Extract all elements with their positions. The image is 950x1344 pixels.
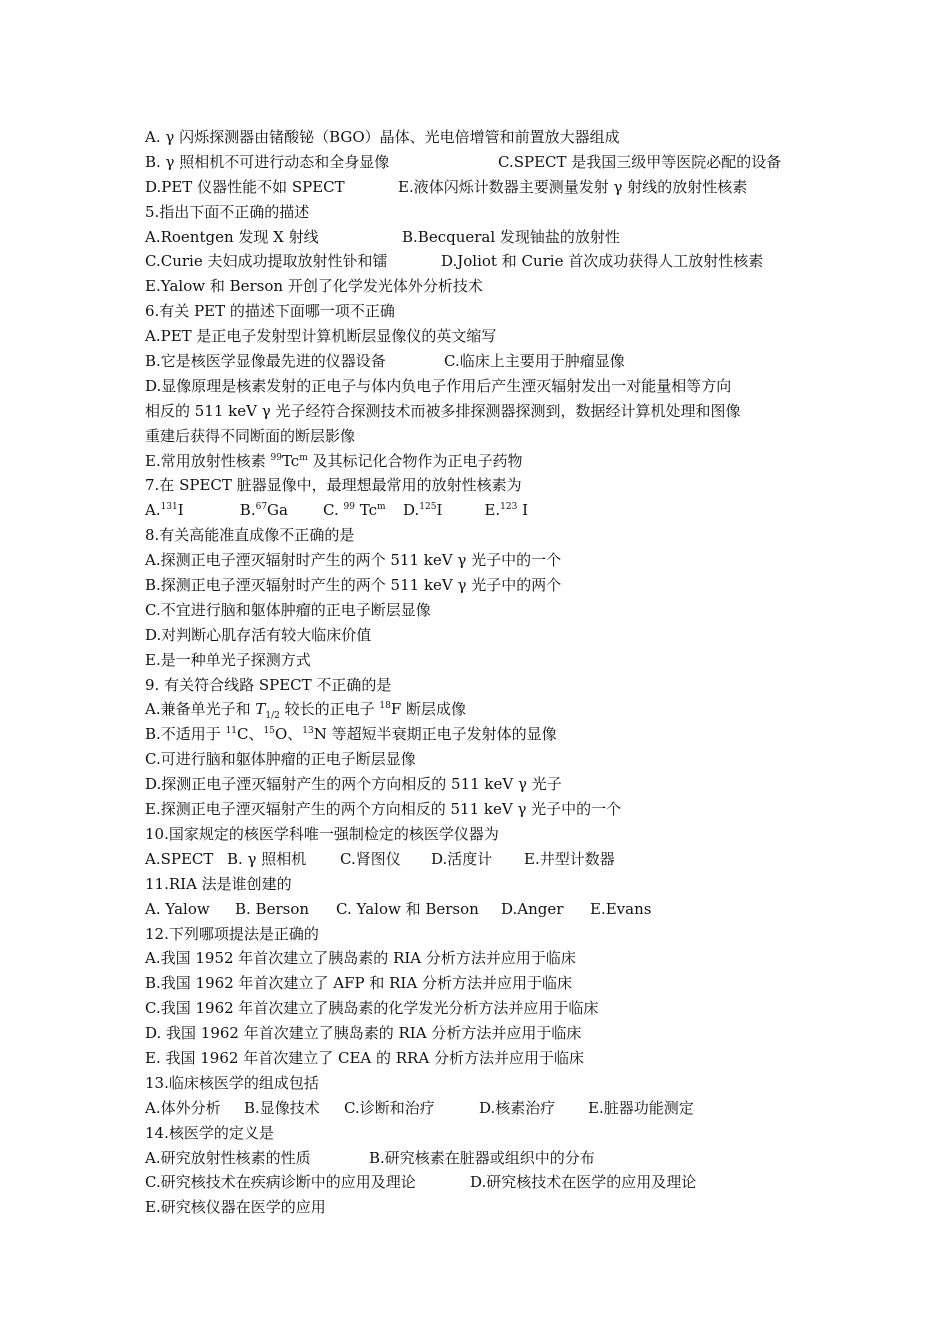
text-segment: A.PET 是正电子发射型计算机断层显像仪的英文缩写 bbox=[145, 327, 497, 346]
text-line bbox=[145, 473, 825, 498]
text-line: A.$^{131}$I B.$^{67}$Ga C. $^{99}$ Tc$^m$ D.$^{125}$I E.$^{123}$ I bbox=[145, 498, 825, 523]
text-segment: A.我国 1952 年首次建立了胰岛素的 RIA 分析方法并应用于临床 bbox=[145, 949, 576, 968]
text-segment: 8.有关高能准直成像不正确的是 bbox=[145, 526, 355, 545]
text-line bbox=[145, 175, 825, 200]
text-segment: I bbox=[177, 501, 184, 520]
text-line bbox=[145, 797, 825, 822]
text-segment: B.我国 1962 年首次建立了 AFP 和 RIA 分析方法并应用于临床 bbox=[145, 974, 572, 993]
text-segment: 11.RIA 法是谁创建的 bbox=[145, 874, 292, 893]
text-line bbox=[145, 225, 825, 250]
text-segment: B.Becqueral 发现铀盐的放射性 bbox=[402, 227, 620, 246]
text-segment: 5.指出下面不正确的描述 bbox=[145, 202, 310, 221]
text-line bbox=[145, 200, 825, 225]
italic-symbol: T bbox=[255, 700, 266, 719]
text-line bbox=[145, 747, 825, 772]
text-segment: O、 bbox=[274, 725, 303, 744]
text-segment: I bbox=[436, 501, 443, 520]
text-segment: A.体外分析 bbox=[145, 1098, 221, 1117]
text-line bbox=[145, 946, 825, 971]
text-line bbox=[145, 349, 825, 374]
text-line bbox=[145, 897, 825, 922]
text-segment: A.Roentgen 发现 X 射线 bbox=[145, 227, 319, 246]
text-segment: D.活度计 bbox=[431, 849, 493, 868]
text-segment: D. bbox=[403, 501, 420, 520]
text-line bbox=[145, 996, 825, 1021]
text-line bbox=[145, 449, 825, 474]
text-line bbox=[145, 772, 825, 797]
text-segment: N 等超短半衰期正电子发射体的显像 bbox=[313, 725, 557, 744]
text-line bbox=[145, 1071, 825, 1096]
text-segment: 重建后获得不同断面的断层影像 bbox=[145, 426, 356, 445]
text-line bbox=[145, 399, 825, 424]
text-segment: E. 我国 1962 年首次建立了 CEA 的 RRA 分析方法并应用于临床 bbox=[145, 1048, 584, 1067]
text-segment: E.常用放射性核素 bbox=[145, 451, 271, 470]
text-line bbox=[145, 1046, 825, 1071]
text-line bbox=[145, 1096, 825, 1121]
superscript: 125 bbox=[419, 502, 437, 513]
text-line bbox=[145, 598, 825, 623]
text-segment: E.探测正电子湮灭辐射产生的两个方向相反的 511 keV γ 光子中的一个 bbox=[145, 800, 622, 819]
text-segment: Ga bbox=[267, 501, 288, 520]
text-line bbox=[145, 1021, 825, 1046]
text-segment: B. γ 照相机不可进行动态和全身显像 bbox=[145, 152, 390, 171]
text-line bbox=[145, 548, 825, 573]
text-line bbox=[145, 1146, 825, 1171]
text-line bbox=[145, 374, 825, 399]
text-segment: C.临床上主要用于肿瘤显像 bbox=[444, 352, 625, 371]
text-segment: C.研究核技术在疾病诊断中的应用及理论 bbox=[145, 1173, 416, 1192]
text-segment: B. γ 照相机 bbox=[227, 849, 307, 868]
text-segment: A.兼备单光子和 bbox=[145, 700, 256, 719]
text-line bbox=[145, 1170, 825, 1195]
text-segment: C.Curie 夫妇成功提取放射性钋和镭 bbox=[145, 252, 388, 271]
text-segment: C.SPECT 是我国三级甲等医院必配的设备 bbox=[498, 152, 782, 171]
text-line bbox=[145, 847, 825, 872]
text-segment: C.不宜进行脑和躯体肿瘤的正电子断层显像 bbox=[145, 600, 431, 619]
text-segment: Tc bbox=[281, 451, 300, 470]
text-line bbox=[145, 523, 825, 548]
text-segment: B.不适用于 bbox=[145, 725, 226, 744]
superscript: 123 bbox=[500, 502, 518, 513]
text-segment: 14.核医学的定义是 bbox=[145, 1123, 274, 1142]
text-line bbox=[145, 324, 825, 349]
text-segment: C.我国 1962 年首次建立了胰岛素的化学发光分析方法并应用于临床 bbox=[145, 999, 599, 1018]
text-segment: B.显像技术 bbox=[244, 1098, 320, 1117]
superscript: 99 bbox=[270, 452, 282, 463]
text-segment: D.核素治疗 bbox=[479, 1098, 556, 1117]
text-segment: C.肾图仪 bbox=[340, 849, 401, 868]
text-line bbox=[145, 573, 825, 598]
text-segment: D.对判断心肌存活有较大临床价值 bbox=[145, 625, 372, 644]
text-segment: A. bbox=[145, 501, 161, 520]
text-segment: C. bbox=[323, 501, 344, 520]
text-segment: 13.临床核医学的组成包括 bbox=[145, 1073, 319, 1092]
text-segment: C.可进行脑和躯体肿瘤的正电子断层显像 bbox=[145, 750, 416, 769]
text-segment: D.探测正电子湮灭辐射产生的两个方向相反的 511 keV γ 光子 bbox=[145, 775, 562, 794]
text-segment: E. bbox=[484, 501, 501, 520]
text-segment: 10.国家规定的核医学科唯一强制检定的核医学仪器为 bbox=[145, 824, 499, 843]
text-segment: C. Yalow 和 Berson bbox=[336, 899, 479, 918]
text-segment: D.Joliot 和 Curie 首次成功获得人工放射性核素 bbox=[441, 252, 764, 271]
text-line bbox=[145, 673, 825, 698]
superscript: 15 bbox=[263, 726, 275, 737]
text-segment: A. γ 闪烁探测器由锗酸铋（BGO）晶体、光电倍增管和前置放大器组成 bbox=[145, 128, 620, 146]
text-segment: D.Anger bbox=[501, 899, 564, 918]
text-line bbox=[145, 1121, 825, 1146]
text-line bbox=[145, 1195, 825, 1220]
text-segment: B.探测正电子湮灭辐射时产生的两个 511 keV γ 光子中的两个 bbox=[145, 576, 562, 595]
text-segment: 9. 有关符合线路 SPECT 不正确的是 bbox=[145, 675, 392, 694]
document-body bbox=[145, 125, 825, 1220]
text-segment: E.Evans bbox=[590, 899, 652, 918]
text-line bbox=[145, 623, 825, 648]
text-segment: 6.有关 PET 的描述下面哪一项不正确 bbox=[145, 302, 395, 321]
text-line bbox=[145, 971, 825, 996]
text-segment: B.它是核医学显像最先进的仪器设备 bbox=[145, 352, 386, 371]
text-segment: E.Yalow 和 Berson 开创了化学发光体外分析技术 bbox=[145, 277, 483, 296]
text-line bbox=[145, 125, 825, 150]
text-segment: D.研究核技术在医学的应用及理论 bbox=[470, 1173, 697, 1192]
text-segment: I bbox=[517, 501, 529, 520]
text-line bbox=[145, 722, 825, 747]
superscript: 131 bbox=[160, 502, 178, 513]
text-line bbox=[145, 274, 825, 299]
text-line bbox=[145, 822, 825, 847]
subscript: 1/2 bbox=[265, 711, 280, 722]
text-segment: 12.下列哪项提法是正确的 bbox=[145, 924, 319, 943]
text-line bbox=[145, 697, 825, 722]
text-segment: D.PET 仪器性能不如 SPECT bbox=[145, 177, 345, 196]
text-segment: B. Berson bbox=[235, 899, 310, 918]
text-segment: Tc bbox=[354, 501, 377, 520]
superscript: 99 bbox=[343, 502, 355, 513]
text-line bbox=[145, 424, 825, 449]
text-segment: C.诊断和治疗 bbox=[344, 1098, 435, 1117]
text-line bbox=[145, 299, 825, 324]
superscript: 13 bbox=[302, 726, 314, 737]
superscript: 11 bbox=[225, 726, 238, 737]
text-segment: E.脏器功能测定 bbox=[588, 1098, 694, 1117]
superscript: 18 bbox=[379, 701, 391, 712]
text-line bbox=[145, 150, 825, 175]
text-segment: A. Yalow bbox=[145, 899, 210, 918]
text-segment: E.研究核仪器在医学的应用 bbox=[145, 1198, 326, 1217]
text-segment: B. bbox=[239, 501, 256, 520]
text-line bbox=[145, 872, 825, 897]
text-segment: 7.在 SPECT 脏器显像中，最理想最常用的放射性核素为 bbox=[145, 476, 522, 495]
text-segment: E.液体闪烁计数器主要测量发射 γ 射线的放射性核素 bbox=[398, 177, 748, 196]
superscript: 67 bbox=[255, 502, 268, 513]
text-segment: 及其标记化合物作为正电子药物 bbox=[307, 451, 523, 470]
text-segment: F 断层成像 bbox=[390, 700, 467, 719]
text-segment: A.探测正电子湮灭辐射时产生的两个 511 keV γ 光子中的一个 bbox=[145, 551, 562, 570]
text-line bbox=[145, 922, 825, 947]
text-line bbox=[145, 648, 825, 673]
text-segment: C、 bbox=[237, 725, 264, 744]
text-segment: 相反的 511 keV γ 光子经符合探测技术而被多排探测器探测到，数据经计算机处理和图像 bbox=[145, 401, 741, 420]
text-segment: D. 我国 1962 年首次建立了胰岛素的 RIA 分析方法并应用于临床 bbox=[145, 1024, 582, 1043]
text-segment: A.研究放射性核素的性质 bbox=[145, 1148, 311, 1167]
text-segment: E.是一种单光子探测方式 bbox=[145, 650, 311, 669]
text-line bbox=[145, 249, 825, 274]
text-segment: D.显像原理是核素发射的正电子与体内负电子作用后产生湮灭辐射发出一对能量相等方向 bbox=[145, 376, 732, 395]
text-segment: A.SPECT bbox=[145, 849, 214, 868]
superscript: m bbox=[299, 452, 308, 463]
text-segment: 较长的正电子 bbox=[279, 700, 380, 719]
text-segment: E.井型计数器 bbox=[524, 849, 615, 868]
text-segment: B.研究核素在脏器或组织中的分布 bbox=[369, 1148, 595, 1167]
